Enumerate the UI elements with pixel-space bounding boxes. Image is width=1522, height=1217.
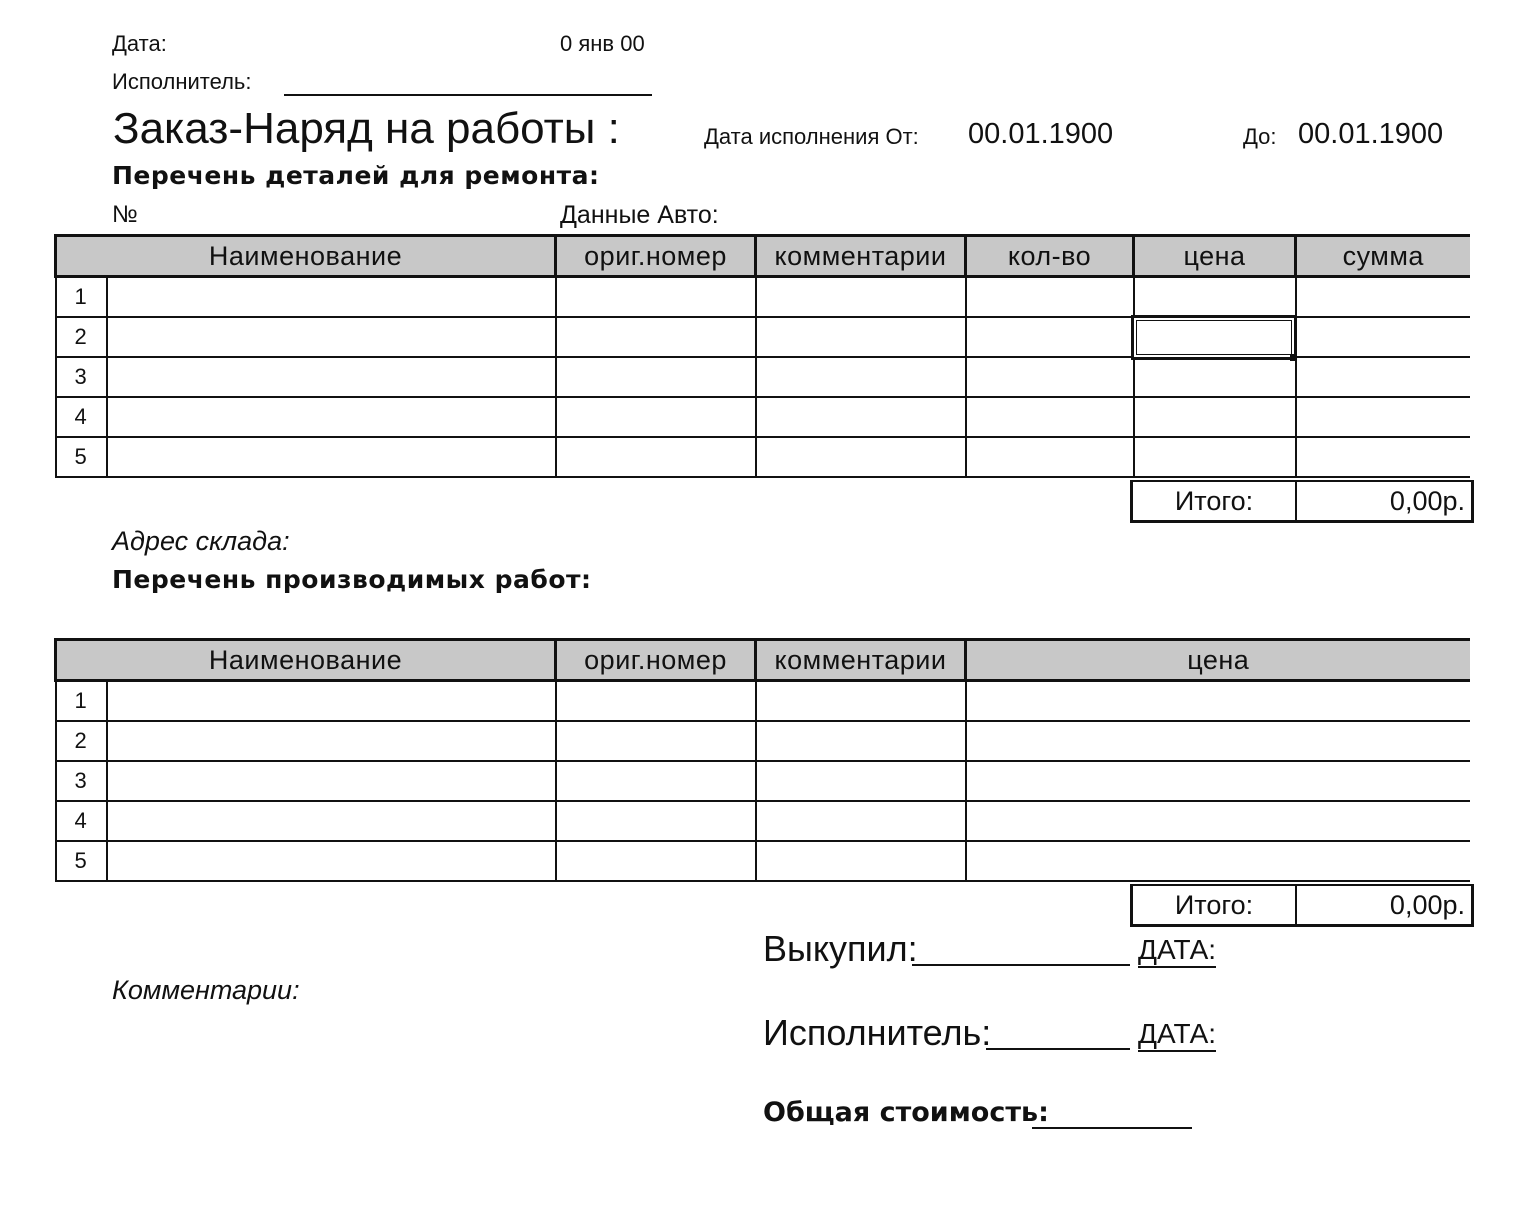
bought-date-label: ДАТА: [1138,934,1216,968]
works-cell-comments[interactable] [756,841,966,881]
row-number: 2 [56,317,107,357]
parts-col-comments: комментарии [756,236,966,277]
works-total-value: 0,00р. [1389,890,1465,920]
parts-cell-sum[interactable] [1296,277,1470,318]
works-table [54,638,1470,882]
parts-cell-sum[interactable] [1296,317,1470,357]
warehouse-label: Адрес склада: [112,526,290,556]
row-number: 4 [56,801,107,841]
works-header-row [56,640,1470,681]
row-number: 1 [56,277,107,318]
table-row [56,397,1470,437]
works-section-title: Перечень производимых работ: [112,565,592,594]
parts-cell-price[interactable] [1134,357,1296,397]
works-col-price: цена [966,640,1470,681]
parts-cell-sum[interactable] [1296,437,1470,477]
row-number: 4 [56,397,107,437]
works-cell-orig-number[interactable] [556,721,756,761]
works-cell-price[interactable] [966,841,1470,881]
parts-col-price: цена [1134,236,1296,277]
executor-label: Исполнитель: [112,69,252,94]
parts-cell-price[interactable] [1134,437,1296,477]
works-cell-comments[interactable] [756,681,966,722]
bought-label: Выкупил: [763,928,918,969]
parts-cell-orig-number[interactable] [556,277,756,318]
parts-cell-orig-number[interactable] [556,437,756,477]
comments-label: Комментарии: [112,975,300,1005]
footer-executor-signature-line[interactable] [986,1048,1130,1050]
works-col-comments: комментарии [756,640,966,681]
table-row [56,681,1470,722]
works-cell-name[interactable] [107,721,556,761]
works-cell-comments[interactable] [756,761,966,801]
works-cell-price[interactable] [966,801,1470,841]
table-row [56,437,1470,477]
executor-date-label: ДАТА: [1138,1018,1216,1052]
parts-cell-name[interactable] [107,317,556,357]
works-cell-comments[interactable] [756,801,966,841]
table-row [56,841,1470,881]
works-total-box [1130,884,1474,927]
date-2-wrap [1138,1018,1216,1052]
date-1-wrap [1138,934,1216,968]
parts-cell-orig-number[interactable] [556,357,756,397]
works-cell-orig-number[interactable] [556,761,756,801]
works-cell-price[interactable] [966,681,1470,722]
table-row [56,761,1470,801]
parts-header-row [56,236,1470,277]
date-label: Дата: [112,31,167,56]
exec-date-to: 00.01.1900 [1298,118,1444,150]
parts-col-sum: сумма [1296,236,1470,277]
row-number: 5 [56,437,107,477]
parts-total-value: 0,00р. [1389,486,1465,516]
parts-cell-name[interactable] [107,277,556,318]
row-number: 5 [56,841,107,881]
parts-cell-price[interactable] [1134,397,1296,437]
to-label: До: [1243,124,1277,149]
table-row [56,277,1470,318]
total-cost-line[interactable] [1032,1127,1192,1129]
parts-cell-orig-number[interactable] [556,397,756,437]
row-number: 3 [56,761,107,801]
total-cost-label: Общая стоимость: [763,1097,1049,1128]
works-cell-price[interactable] [966,721,1470,761]
parts-cell-sum[interactable] [1296,357,1470,397]
works-cell-orig-number[interactable] [556,681,756,722]
works-cell-name[interactable] [107,681,556,722]
parts-cell-comments[interactable] [756,357,966,397]
works-col-orig-number: ориг.номер [556,640,756,681]
parts-cell-quantity[interactable] [966,277,1134,318]
date-value: 0 янв 00 [560,31,645,56]
works-cell-name[interactable] [107,761,556,801]
row-number: 1 [56,681,107,722]
parts-cell-comments[interactable] [756,277,966,318]
works-cell-comments[interactable] [756,721,966,761]
works-cell-price[interactable] [966,761,1470,801]
parts-cell-comments[interactable] [756,397,966,437]
parts-cell-quantity[interactable] [966,397,1134,437]
parts-cell-name[interactable] [107,357,556,397]
row-number: 3 [56,357,107,397]
parts-cell-name[interactable] [107,397,556,437]
exec-date-from: 00.01.1900 [968,118,1114,150]
parts-cell-quantity[interactable] [966,317,1134,357]
table-row [56,801,1470,841]
executor-signature-line[interactable] [284,94,652,96]
parts-col-name: Наименование [56,236,556,277]
number-label: № [112,201,138,228]
row-number: 2 [56,721,107,761]
car-data-label: Данные Авто: [560,201,719,229]
parts-cell-sum[interactable] [1296,397,1470,437]
footer-executor-label: Исполнитель: [763,1012,992,1053]
parts-cell-comments[interactable] [756,437,966,477]
parts-cell-quantity[interactable] [966,357,1134,397]
parts-cell-quantity[interactable] [966,437,1134,477]
parts-col-orig-number: ориг.номер [556,236,756,277]
table-row [56,357,1470,397]
works-col-name: Наименование [56,640,556,681]
fill-handle[interactable] [1290,354,1297,361]
selected-cell-border[interactable] [1131,315,1297,360]
parts-total-box [1130,480,1474,523]
table-row [56,721,1470,761]
works-cell-name[interactable] [107,841,556,881]
works-total-label: Итого: [1133,886,1297,924]
works-cell-orig-number[interactable] [556,841,756,881]
parts-cell-orig-number[interactable] [556,317,756,357]
works-cell-orig-number[interactable] [556,801,756,841]
parts-cell-comments[interactable] [756,317,966,357]
parts-total-label: Итого: [1133,482,1297,520]
parts-col-quantity: кол-во [966,236,1134,277]
parts-cell-name[interactable] [107,437,556,477]
parts-section-title: Перечень деталей для ремонта: [112,161,600,190]
page-title: Заказ-Наряд на работы : [113,104,620,153]
works-cell-name[interactable] [107,801,556,841]
bought-signature-line[interactable] [912,964,1130,966]
parts-cell-price[interactable] [1134,277,1296,318]
exec-date-label: Дата исполнения От: [704,124,919,149]
